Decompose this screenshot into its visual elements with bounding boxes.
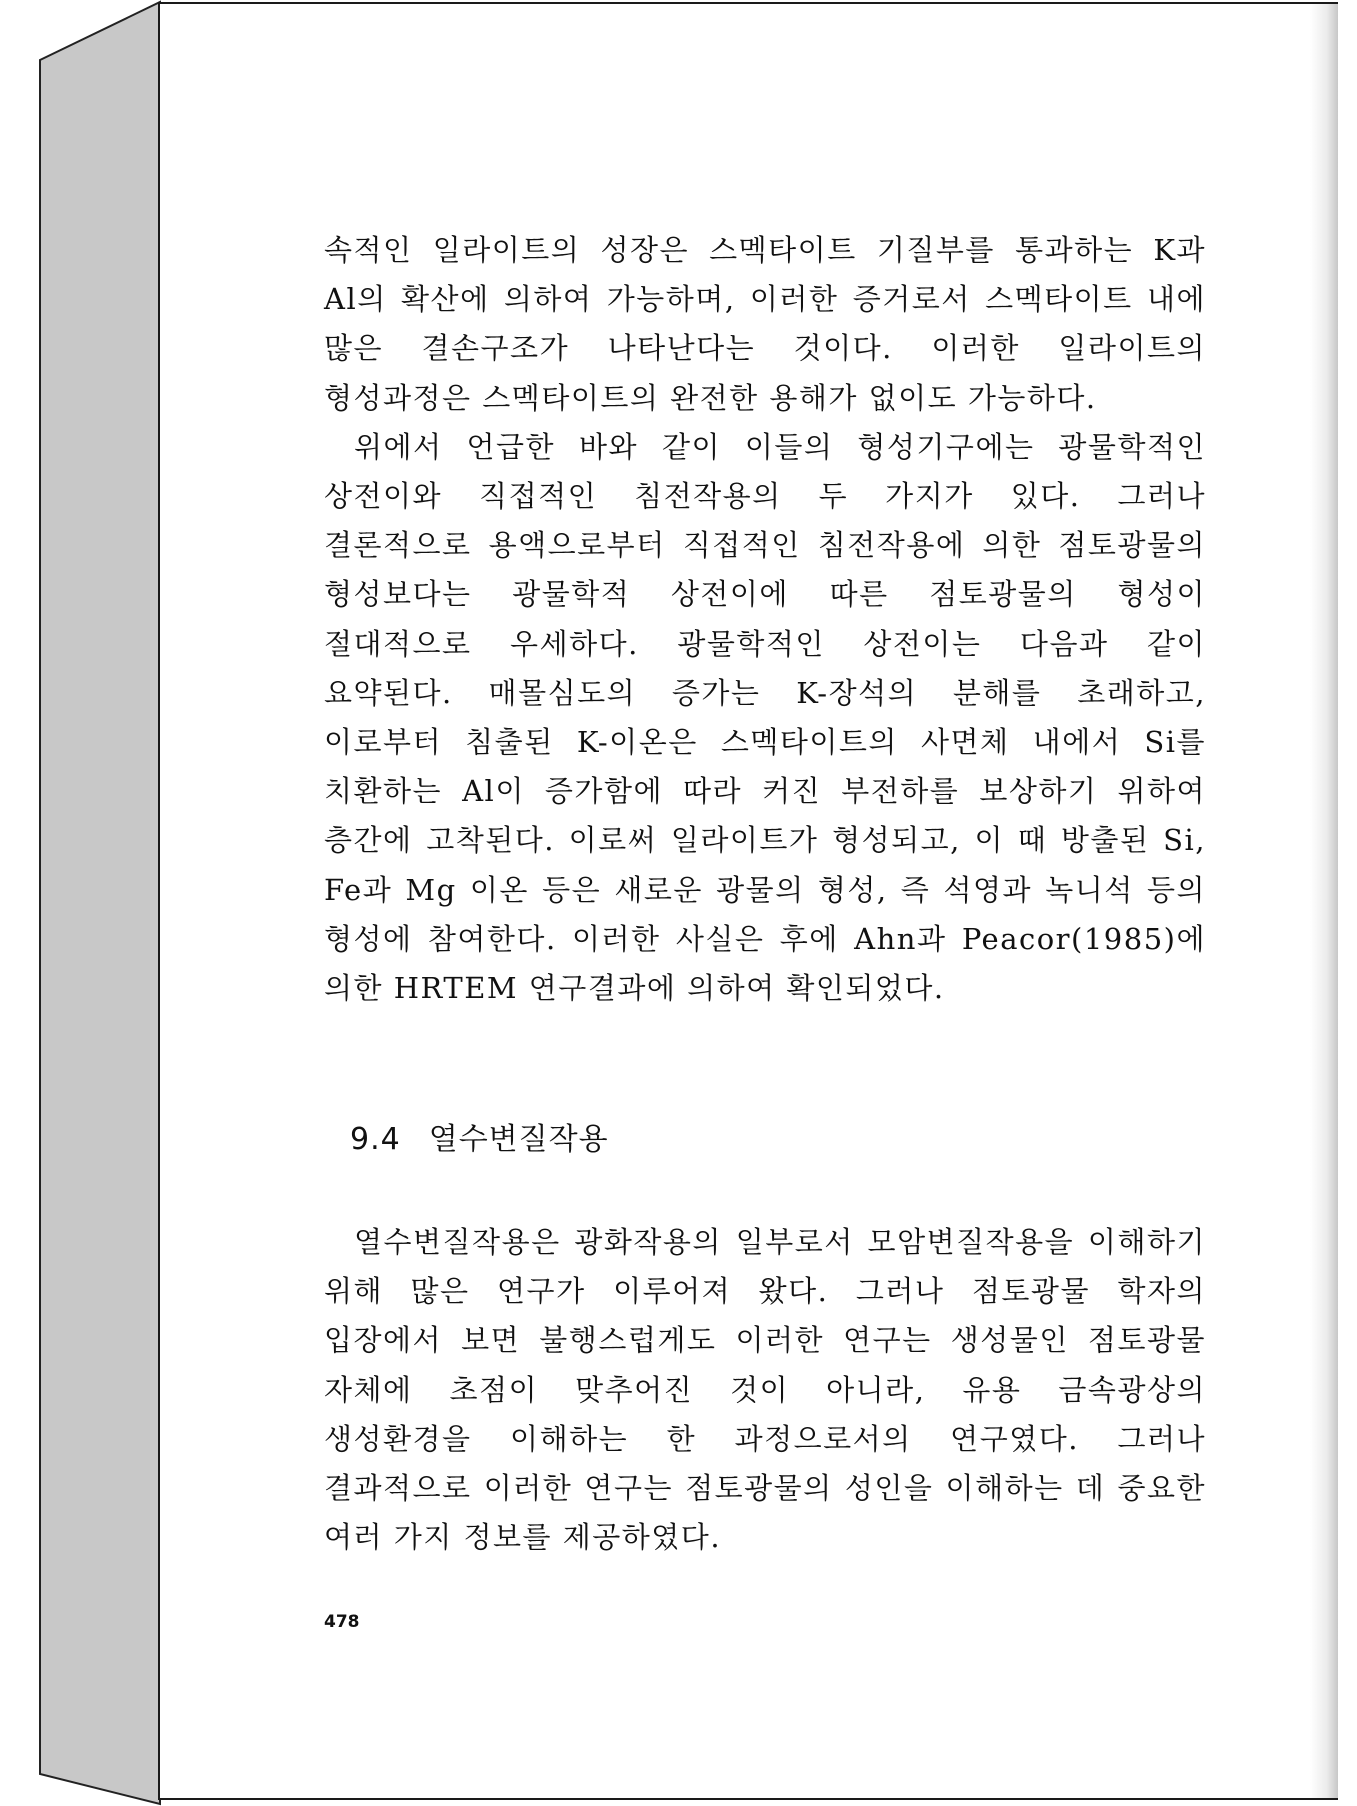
page-edge-shadow <box>1310 4 1338 1798</box>
paragraph-continued: 속적인 일라이트의 성장은 스멕타이트 기질부를 통과하는 K과 Al의 확산에 의하여 가능하며, 이러한 증거로서 스멕타이트 내에 많은 결손구조가 나타난다는 것이다. 이러한 일라이트의 형성과정은 스멕타이트의 완전한 용해가 없이도 가능하다. <box>324 233 1206 415</box>
page-number: 478 <box>324 1612 360 1632</box>
paragraph-mechanism: 위에서 언급한 바와 같이 이들의 형성기구에는 광물학적인 상전이와 직접적인 침전작용의 두 가지가 있다. 그러나 결론적으로 용액으로부터 직접적인 침전작용에 의한 점토광물의 형성보다는 광물학적 상전이에 따른 점토광물의 형성이 절대적으로 우세하다. 광물학적인 상전이는 다음과 같이 요약된다. 매몰심도의 증가는 K-장석의 분해를 초래하고, 이로부터 침출된 K-이온은 스멕타이트의 사면체 내에서 Si를 치환하는 Al이 증가함에 따라 커진 부전하를 보상하기 위하여 층간에 고착된다. 이로써 일라이트가 형성되고, 이 때 방출된 Si, Fe과 Mg 이온 등은 새로운 광물의 형성, 즉 석영과 녹니석 등의 형성에 참여한다. 이러한 사실은 후에 Ahn과 Peacor(1985)에 의한 HRTEM 연구결과에 의하여 확인되었다. <box>324 429 1206 1006</box>
page-sheet <box>158 2 1338 1800</box>
section-heading <box>350 1114 609 1158</box>
book-spine <box>0 0 170 1806</box>
section-body <box>324 1218 1206 1562</box>
paragraph-hydrothermal: 열수변질작용은 광화작용의 일부로서 모암변질작용을 이해하기 위해 많은 연구가 이루어져 왔다. 그러나 점토광물 학자의 입장에서 보면 불행스럽게도 이러한 연구는 생성물인 점토광물 자체에 초점이 맞추어진 것이 아니라, 유용 금속광상의 생성환경을 이해하는 한 과정으로서의 연구였다. 그러나 결과적으로 이러한 연구는 점토광물의 성인을 이해하는 데 중요한 여러 가지 정보를 제공하였다. <box>324 1225 1206 1555</box>
section-title: 열수변질작용 <box>428 1122 609 1157</box>
body-text <box>324 226 1206 1013</box>
section-number: 9.4 <box>350 1122 401 1157</box>
